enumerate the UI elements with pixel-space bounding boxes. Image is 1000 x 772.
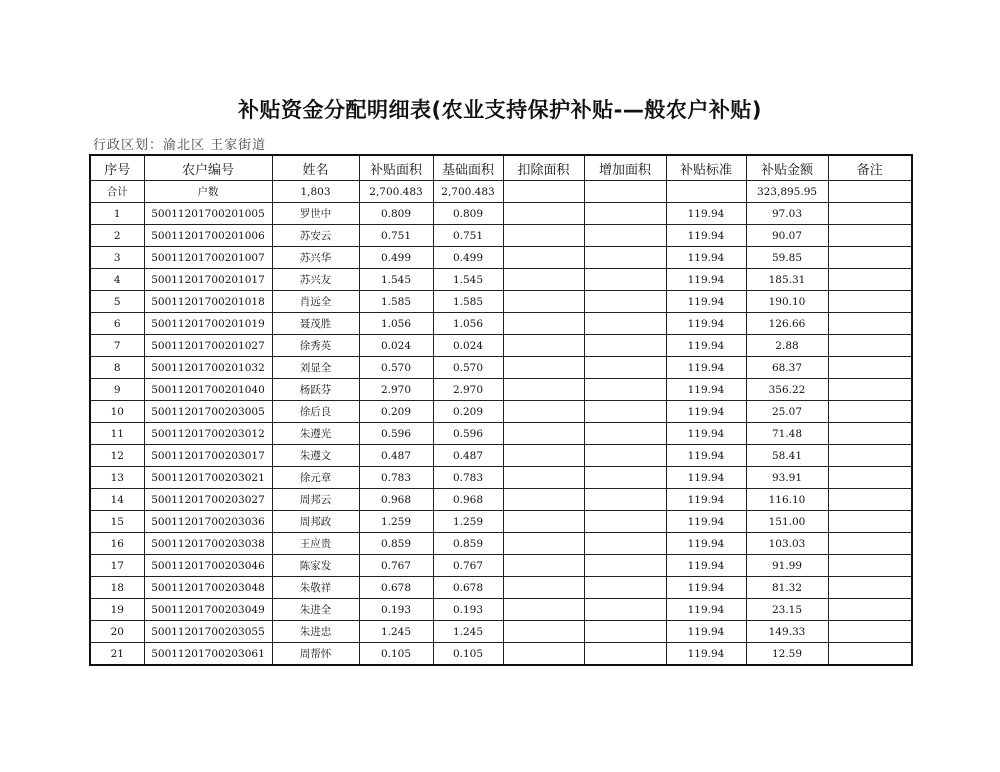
cell-base-area: 0.783 (433, 467, 503, 489)
header-subsidy-area: 补贴面积 (359, 155, 433, 181)
cell-subsidy-rate: 119.94 (666, 423, 746, 445)
table-row (90, 269, 912, 291)
cell-remark (828, 225, 912, 247)
cell-name: 苏兴友 (272, 269, 359, 291)
cell-remark (828, 203, 912, 225)
cell-remark (828, 511, 912, 533)
cell-base-area: 1.245 (433, 621, 503, 643)
cell-subsidy-area: 0.783 (359, 467, 433, 489)
cell-add-area (584, 269, 666, 291)
cell-farmer-id: 50011201700203061 (144, 643, 272, 666)
cell-subsidy-rate: 119.94 (666, 489, 746, 511)
cell-subsidy-rate: 119.94 (666, 225, 746, 247)
table-row (90, 555, 912, 577)
cell-subsidy-amount: 97.03 (746, 203, 828, 225)
cell-subsidy-amount: 2.88 (746, 335, 828, 357)
cell-subsidy-rate: 119.94 (666, 555, 746, 577)
header-subsidy-rate: 补贴标准 (666, 155, 746, 181)
cell-subsidy-area: 1.259 (359, 511, 433, 533)
cell-base-area: 0.678 (433, 577, 503, 599)
cell-farmer-id: 50011201700203017 (144, 445, 272, 467)
cell-seq: 8 (90, 357, 144, 379)
cell-add-area (584, 247, 666, 269)
table-row (90, 313, 912, 335)
cell-base-area: 0.859 (433, 533, 503, 555)
cell-subsidy-area: 1.245 (359, 621, 433, 643)
cell-subsidy-rate: 119.94 (666, 533, 746, 555)
cell-name: 1,803 (272, 181, 359, 203)
cell-base-area: 2.970 (433, 379, 503, 401)
cell-farmer-id: 50011201700201040 (144, 379, 272, 401)
cell-subsidy-area: 0.499 (359, 247, 433, 269)
table-row (90, 599, 912, 621)
cell-seq: 19 (90, 599, 144, 621)
cell-remark (828, 357, 912, 379)
cell-seq: 3 (90, 247, 144, 269)
cell-base-area: 0.487 (433, 445, 503, 467)
cell-seq: 13 (90, 467, 144, 489)
cell-deduct-area (503, 423, 584, 445)
table-row (90, 203, 912, 225)
cell-name: 肖远全 (272, 291, 359, 313)
cell-seq: 5 (90, 291, 144, 313)
cell-add-area (584, 599, 666, 621)
cell-base-area: 0.767 (433, 555, 503, 577)
cell-subsidy-area: 0.751 (359, 225, 433, 247)
cell-farmer-id: 50011201700201017 (144, 269, 272, 291)
table-row (90, 247, 912, 269)
cell-subsidy-area: 2.970 (359, 379, 433, 401)
cell-deduct-area (503, 203, 584, 225)
cell-subsidy-rate: 119.94 (666, 379, 746, 401)
cell-add-area (584, 467, 666, 489)
cell-base-area: 1.056 (433, 313, 503, 335)
cell-remark (828, 555, 912, 577)
cell-seq: 1 (90, 203, 144, 225)
cell-name: 徐元章 (272, 467, 359, 489)
cell-name: 朱进忠 (272, 621, 359, 643)
header-seq: 序号 (90, 155, 144, 181)
subsidy-table (89, 154, 913, 666)
cell-deduct-area (503, 489, 584, 511)
cell-name: 陈家发 (272, 555, 359, 577)
header-name: 姓名 (272, 155, 359, 181)
header-subsidy-amount: 补贴金额 (746, 155, 828, 181)
cell-deduct-area (503, 225, 584, 247)
cell-deduct-area (503, 269, 584, 291)
cell-deduct-area (503, 401, 584, 423)
table-row (90, 335, 912, 357)
cell-subsidy-rate: 119.94 (666, 599, 746, 621)
cell-seq: 合计 (90, 181, 144, 203)
cell-subsidy-area: 0.209 (359, 401, 433, 423)
cell-base-area: 0.499 (433, 247, 503, 269)
table-row (90, 467, 912, 489)
cell-seq: 17 (90, 555, 144, 577)
cell-subsidy-rate: 119.94 (666, 577, 746, 599)
cell-add-area (584, 489, 666, 511)
cell-subsidy-area: 0.024 (359, 335, 433, 357)
cell-remark (828, 291, 912, 313)
table-row (90, 379, 912, 401)
cell-remark (828, 247, 912, 269)
cell-remark (828, 445, 912, 467)
cell-add-area (584, 313, 666, 335)
cell-farmer-id: 50011201700203021 (144, 467, 272, 489)
cell-deduct-area (503, 335, 584, 357)
cell-subsidy-rate: 119.94 (666, 445, 746, 467)
cell-deduct-area (503, 445, 584, 467)
cell-seq: 16 (90, 533, 144, 555)
cell-subsidy-amount: 190.10 (746, 291, 828, 313)
cell-name: 苏兴华 (272, 247, 359, 269)
cell-farmer-id: 50011201700201018 (144, 291, 272, 313)
cell-deduct-area (503, 357, 584, 379)
cell-subsidy-rate: 119.94 (666, 247, 746, 269)
cell-add-area (584, 511, 666, 533)
cell-add-area (584, 577, 666, 599)
cell-subsidy-amount: 356.22 (746, 379, 828, 401)
cell-deduct-area (503, 621, 584, 643)
cell-farmer-id: 50011201700203036 (144, 511, 272, 533)
cell-subsidy-rate (666, 181, 746, 203)
cell-subsidy-area: 0.105 (359, 643, 433, 666)
cell-name: 朱进全 (272, 599, 359, 621)
region-label: 行政区划：渝北区 王家街道 (93, 138, 267, 153)
cell-add-area (584, 533, 666, 555)
cell-farmer-id: 户数 (144, 181, 272, 203)
cell-add-area (584, 225, 666, 247)
cell-farmer-id: 50011201700201007 (144, 247, 272, 269)
cell-add-area (584, 445, 666, 467)
cell-remark (828, 181, 912, 203)
cell-add-area (584, 335, 666, 357)
cell-subsidy-area: 1.056 (359, 313, 433, 335)
cell-base-area: 1.545 (433, 269, 503, 291)
cell-subsidy-rate: 119.94 (666, 401, 746, 423)
cell-add-area (584, 291, 666, 313)
cell-subsidy-amount: 81.32 (746, 577, 828, 599)
cell-base-area: 0.105 (433, 643, 503, 666)
cell-name: 徐秀英 (272, 335, 359, 357)
cell-subsidy-amount: 23.15 (746, 599, 828, 621)
cell-base-area: 0.751 (433, 225, 503, 247)
cell-seq: 20 (90, 621, 144, 643)
cell-seq: 21 (90, 643, 144, 666)
cell-seq: 9 (90, 379, 144, 401)
cell-farmer-id: 50011201700201019 (144, 313, 272, 335)
cell-add-area (584, 621, 666, 643)
cell-name: 王应贵 (272, 533, 359, 555)
cell-subsidy-rate: 119.94 (666, 335, 746, 357)
page-title: 补贴资金分配明细表(农业支持保护补贴-—般农户补贴) (238, 98, 762, 122)
cell-subsidy-rate: 119.94 (666, 313, 746, 335)
cell-add-area (584, 181, 666, 203)
cell-add-area (584, 379, 666, 401)
cell-subsidy-amount: 91.99 (746, 555, 828, 577)
cell-remark (828, 643, 912, 666)
cell-base-area: 0.809 (433, 203, 503, 225)
cell-seq: 15 (90, 511, 144, 533)
cell-remark (828, 533, 912, 555)
table-row (90, 401, 912, 423)
cell-name: 杨跃芬 (272, 379, 359, 401)
cell-farmer-id: 50011201700201032 (144, 357, 272, 379)
cell-subsidy-rate: 119.94 (666, 203, 746, 225)
cell-remark (828, 577, 912, 599)
cell-remark (828, 621, 912, 643)
total-row (90, 181, 912, 203)
cell-deduct-area (503, 313, 584, 335)
table-row (90, 423, 912, 445)
table-row (90, 445, 912, 467)
header-remark: 备注 (828, 155, 912, 181)
cell-farmer-id: 50011201700203038 (144, 533, 272, 555)
cell-base-area: 0.209 (433, 401, 503, 423)
cell-remark (828, 489, 912, 511)
cell-deduct-area (503, 643, 584, 666)
cell-subsidy-amount: 59.85 (746, 247, 828, 269)
cell-subsidy-area: 0.809 (359, 203, 433, 225)
cell-remark (828, 599, 912, 621)
table-row (90, 291, 912, 313)
cell-deduct-area (503, 291, 584, 313)
cell-deduct-area (503, 555, 584, 577)
cell-remark (828, 467, 912, 489)
table-row (90, 643, 912, 666)
cell-subsidy-area: 0.859 (359, 533, 433, 555)
cell-subsidy-amount: 58.41 (746, 445, 828, 467)
cell-subsidy-amount: 116.10 (746, 489, 828, 511)
cell-farmer-id: 50011201700201005 (144, 203, 272, 225)
cell-remark (828, 423, 912, 445)
cell-name: 聂茂胜 (272, 313, 359, 335)
cell-subsidy-rate: 119.94 (666, 511, 746, 533)
cell-subsidy-amount: 151.00 (746, 511, 828, 533)
table-row (90, 621, 912, 643)
cell-subsidy-amount: 93.91 (746, 467, 828, 489)
cell-base-area: 0.024 (433, 335, 503, 357)
cell-remark (828, 269, 912, 291)
cell-seq: 7 (90, 335, 144, 357)
cell-farmer-id: 50011201700201027 (144, 335, 272, 357)
cell-farmer-id: 50011201700203055 (144, 621, 272, 643)
table-body (90, 181, 912, 666)
cell-remark (828, 313, 912, 335)
cell-subsidy-amount: 323,895.95 (746, 181, 828, 203)
table-row (90, 225, 912, 247)
cell-subsidy-rate: 119.94 (666, 357, 746, 379)
cell-remark (828, 379, 912, 401)
cell-subsidy-area: 0.487 (359, 445, 433, 467)
cell-add-area (584, 357, 666, 379)
cell-name: 周邦云 (272, 489, 359, 511)
cell-subsidy-amount: 149.33 (746, 621, 828, 643)
cell-seq: 2 (90, 225, 144, 247)
cell-subsidy-area: 1.545 (359, 269, 433, 291)
table-row (90, 533, 912, 555)
header-farmer-id: 农户编号 (144, 155, 272, 181)
cell-subsidy-area: 0.570 (359, 357, 433, 379)
cell-subsidy-area: 0.678 (359, 577, 433, 599)
cell-subsidy-area: 0.968 (359, 489, 433, 511)
cell-seq: 12 (90, 445, 144, 467)
cell-base-area: 0.193 (433, 599, 503, 621)
cell-name: 罗世中 (272, 203, 359, 225)
cell-name: 徐后良 (272, 401, 359, 423)
header-base-area: 基础面积 (433, 155, 503, 181)
cell-deduct-area (503, 599, 584, 621)
cell-farmer-id: 50011201700203012 (144, 423, 272, 445)
cell-name: 刘显全 (272, 357, 359, 379)
cell-subsidy-rate: 119.94 (666, 269, 746, 291)
cell-subsidy-area: 0.596 (359, 423, 433, 445)
cell-farmer-id: 50011201700203005 (144, 401, 272, 423)
cell-subsidy-rate: 119.94 (666, 467, 746, 489)
cell-subsidy-amount: 185.31 (746, 269, 828, 291)
table-row (90, 511, 912, 533)
cell-farmer-id: 50011201700203027 (144, 489, 272, 511)
cell-subsidy-area: 1.585 (359, 291, 433, 313)
cell-subsidy-area: 0.767 (359, 555, 433, 577)
cell-seq: 14 (90, 489, 144, 511)
cell-deduct-area (503, 247, 584, 269)
cell-name: 朱敬祥 (272, 577, 359, 599)
cell-add-area (584, 643, 666, 666)
cell-base-area: 2,700.483 (433, 181, 503, 203)
cell-remark (828, 335, 912, 357)
cell-add-area (584, 423, 666, 445)
cell-subsidy-amount: 103.03 (746, 533, 828, 555)
header-row (90, 155, 912, 181)
cell-deduct-area (503, 181, 584, 203)
cell-farmer-id: 50011201700203048 (144, 577, 272, 599)
table-row (90, 357, 912, 379)
table-row (90, 489, 912, 511)
cell-name: 苏安云 (272, 225, 359, 247)
cell-deduct-area (503, 533, 584, 555)
cell-farmer-id: 50011201700203049 (144, 599, 272, 621)
cell-deduct-area (503, 511, 584, 533)
cell-base-area: 0.968 (433, 489, 503, 511)
cell-name: 周邦政 (272, 511, 359, 533)
cell-base-area: 0.570 (433, 357, 503, 379)
cell-deduct-area (503, 577, 584, 599)
cell-subsidy-rate: 119.94 (666, 621, 746, 643)
cell-farmer-id: 50011201700201006 (144, 225, 272, 247)
cell-farmer-id: 50011201700203046 (144, 555, 272, 577)
cell-add-area (584, 555, 666, 577)
cell-seq: 10 (90, 401, 144, 423)
cell-seq: 11 (90, 423, 144, 445)
cell-deduct-area (503, 467, 584, 489)
cell-deduct-area (503, 379, 584, 401)
cell-base-area: 1.259 (433, 511, 503, 533)
cell-base-area: 0.596 (433, 423, 503, 445)
cell-subsidy-area: 2,700.483 (359, 181, 433, 203)
cell-name: 周帮怀 (272, 643, 359, 666)
cell-add-area (584, 203, 666, 225)
table-row (90, 577, 912, 599)
cell-subsidy-area: 0.193 (359, 599, 433, 621)
cell-name: 朱遵文 (272, 445, 359, 467)
cell-name: 朱遵光 (272, 423, 359, 445)
cell-remark (828, 401, 912, 423)
cell-subsidy-amount: 126.66 (746, 313, 828, 335)
cell-subsidy-amount: 68.37 (746, 357, 828, 379)
cell-subsidy-amount: 12.59 (746, 643, 828, 666)
cell-base-area: 1.585 (433, 291, 503, 313)
cell-subsidy-amount: 90.07 (746, 225, 828, 247)
cell-add-area (584, 401, 666, 423)
cell-seq: 6 (90, 313, 144, 335)
cell-subsidy-amount: 71.48 (746, 423, 828, 445)
cell-subsidy-rate: 119.94 (666, 643, 746, 666)
cell-subsidy-amount: 25.07 (746, 401, 828, 423)
cell-subsidy-rate: 119.94 (666, 291, 746, 313)
header-deduct-area: 扣除面积 (503, 155, 584, 181)
cell-seq: 18 (90, 577, 144, 599)
header-add-area: 增加面积 (584, 155, 666, 181)
cell-seq: 4 (90, 269, 144, 291)
